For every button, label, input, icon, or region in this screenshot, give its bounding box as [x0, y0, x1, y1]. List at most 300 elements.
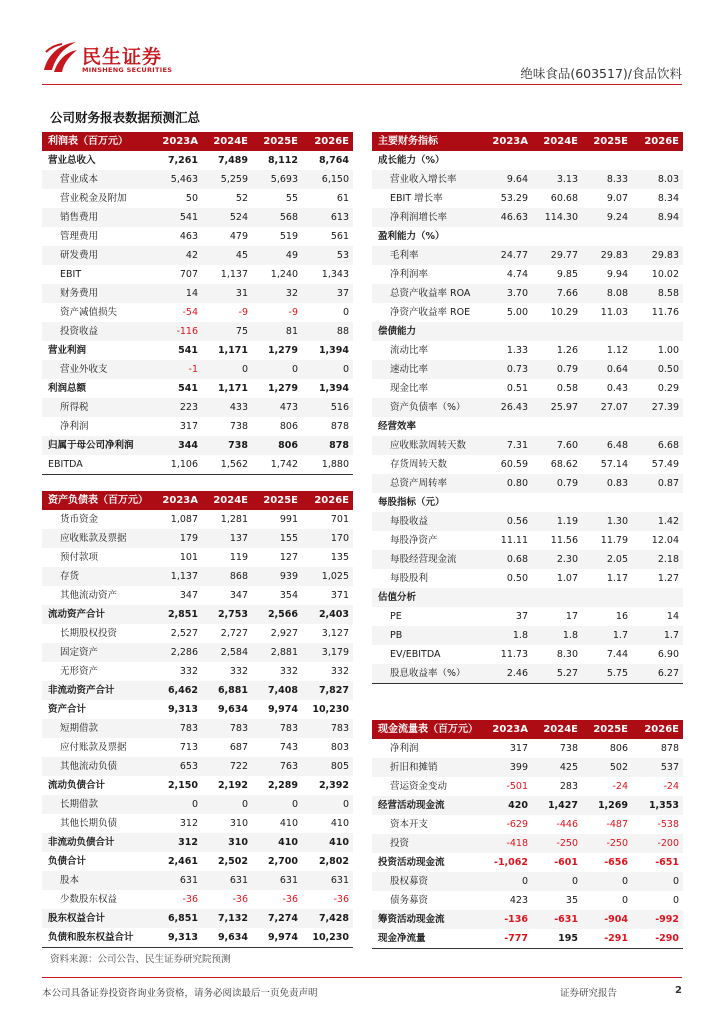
value-cell: 0.58 [556, 383, 578, 394]
value-cell: 0 [582, 872, 632, 891]
value-cell: 170 [302, 529, 353, 548]
row-label: 总资产收益率 ROA [372, 284, 482, 303]
value-cell: 6,881 [202, 681, 252, 700]
value-cell: -291 [582, 929, 632, 949]
row-label: 资产负债率（%） [372, 398, 482, 417]
value-cell: 806 [609, 743, 628, 754]
year-header-cell: 2023A [152, 491, 202, 510]
value-cell [482, 588, 532, 607]
table-row [372, 303, 683, 322]
row-label: 归属于母公司净利润 [42, 436, 152, 455]
table-row [42, 586, 353, 605]
value-cell: 49 [252, 246, 302, 265]
value-cell: -36 [232, 894, 248, 905]
value-cell: 127 [279, 552, 298, 563]
value-cell: 8,112 [267, 155, 298, 166]
value-cell: 0.83 [582, 474, 632, 493]
table-row [372, 739, 683, 758]
value-cell: 55 [285, 193, 298, 204]
value-cell [582, 322, 632, 341]
row-label: 所得税 [42, 398, 152, 417]
value-cell: 52 [235, 193, 248, 204]
table-row [372, 417, 683, 436]
table-row [42, 379, 353, 398]
row-label: 毛利率 [372, 246, 482, 265]
value-cell: -1,062 [494, 857, 528, 868]
value-cell: 0 [202, 795, 252, 814]
value-cell: 75 [202, 322, 252, 341]
value-cell: -36 [282, 894, 298, 905]
value-cell: 687 [229, 742, 248, 753]
value-cell: 0 [342, 307, 349, 318]
value-cell: 2,851 [152, 605, 202, 624]
table-row [42, 170, 353, 189]
value-cell: 35 [565, 895, 578, 906]
value-cell: 561 [330, 231, 349, 242]
balance-sheet-table [42, 491, 353, 948]
row-label: 研发费用 [42, 246, 152, 265]
row-label: 投资活动现金流 [378, 857, 445, 868]
table-row [42, 151, 353, 170]
table-row [372, 569, 683, 588]
value-cell: 0 [672, 895, 679, 906]
value-cell: 803 [330, 742, 349, 753]
value-cell: 537 [632, 758, 683, 777]
row-label: 固定资产 [42, 643, 152, 662]
value-cell: 57.49 [651, 459, 679, 470]
footer-divider [42, 977, 682, 978]
year-header-cell: 2023A [482, 132, 532, 151]
table-row [372, 341, 683, 360]
value-cell: 2,802 [318, 856, 349, 867]
value-cell: 0.68 [482, 550, 532, 569]
value-cell: 1,427 [532, 796, 582, 815]
value-cell: 3,179 [302, 643, 353, 662]
table-row [372, 929, 683, 949]
row-label: 存货周转天数 [390, 459, 448, 470]
value-cell: 5.75 [582, 664, 632, 684]
value-cell: 0.64 [582, 360, 632, 379]
value-cell: 29.77 [532, 246, 582, 265]
value-cell: 10.29 [550, 307, 578, 318]
table-title-cell: 利润表（百万元） [42, 132, 152, 151]
value-cell: 1,137 [152, 567, 202, 586]
table-row [372, 626, 683, 645]
value-cell: 631 [252, 871, 302, 890]
row-label: 非流动资产合计 [42, 681, 152, 700]
income-statement-table [42, 132, 353, 475]
value-cell: 2.18 [632, 550, 683, 569]
value-cell: -992 [632, 910, 683, 929]
table-row [372, 208, 683, 227]
table-row [42, 455, 353, 475]
value-cell: 5,259 [202, 170, 252, 189]
value-cell: 7,489 [217, 155, 248, 166]
table-row [372, 872, 683, 891]
value-cell: 878 [330, 421, 349, 432]
table-row [372, 777, 683, 796]
value-cell: 2,566 [252, 605, 302, 624]
value-cell: -629 [506, 819, 528, 830]
row-label: 营业总收入 [48, 155, 96, 166]
value-cell: 57.14 [600, 459, 628, 470]
value-cell: -36 [182, 894, 198, 905]
value-cell: 317 [179, 421, 198, 432]
table-row [372, 170, 683, 189]
value-cell: 101 [179, 552, 198, 563]
table-row [372, 910, 683, 929]
value-cell: -656 [604, 857, 628, 868]
table-row [372, 531, 683, 550]
value-cell: 1.7 [632, 626, 683, 645]
table-row [42, 605, 353, 624]
value-cell: 332 [330, 666, 349, 677]
value-cell: -631 [532, 910, 582, 929]
table-row [42, 548, 353, 567]
value-cell: 1.8 [482, 626, 532, 645]
value-cell: 26.43 [482, 398, 532, 417]
value-cell [532, 493, 582, 512]
value-cell: 722 [202, 757, 252, 776]
value-cell: 6,851 [152, 909, 202, 928]
value-cell: 27.39 [632, 398, 683, 417]
value-cell: 24.77 [482, 246, 532, 265]
row-label: 少数股东权益 [60, 894, 118, 905]
table-row [372, 360, 683, 379]
row-label: 存货 [42, 567, 152, 586]
value-cell: 8.34 [657, 193, 679, 204]
value-cell: 0.50 [632, 360, 683, 379]
value-cell: 2,502 [217, 856, 248, 867]
value-cell: 1.27 [657, 573, 679, 584]
value-cell: 8.33 [582, 170, 632, 189]
table-row [42, 265, 353, 284]
year-header-cell: 2026E [302, 491, 353, 510]
row-label: 管理费用 [60, 231, 99, 242]
table-row [372, 436, 683, 455]
value-cell: 541 [178, 383, 198, 394]
table-row [42, 871, 353, 890]
row-label: 速动比率 [372, 360, 482, 379]
table-header-row [372, 132, 683, 151]
row-label: 短期借款 [42, 719, 152, 738]
value-cell: 9.64 [482, 170, 532, 189]
value-cell: 9,313 [167, 704, 198, 715]
value-cell: 1,394 [318, 383, 349, 394]
row-label: PB [372, 626, 482, 645]
row-label: 成长能力（%） [378, 155, 445, 166]
value-cell: 516 [302, 398, 353, 417]
row-label: 营业收入增长率 [372, 170, 482, 189]
value-cell: 0 [152, 795, 202, 814]
value-cell: 50 [185, 193, 198, 204]
row-label: 资产合计 [48, 704, 87, 715]
table-row [372, 227, 683, 246]
value-cell: 568 [252, 208, 302, 227]
row-label: 其他长期负债 [60, 818, 118, 829]
row-label: 净利润增长率 [372, 208, 482, 227]
value-cell: 2,289 [267, 780, 298, 791]
row-label: 现金净流量 [372, 929, 482, 949]
value-cell: 502 [582, 758, 632, 777]
value-cell: 7,428 [302, 909, 353, 928]
table-title-cell: 主要财务指标 [372, 132, 482, 151]
value-cell: 312 [179, 818, 198, 829]
row-label: 债务募资 [390, 895, 429, 906]
value-cell: -9 [288, 307, 298, 318]
table-row [42, 890, 353, 909]
value-cell: 6.48 [582, 436, 632, 455]
value-cell: 0.87 [632, 474, 683, 493]
value-cell: 114.30 [532, 208, 582, 227]
value-cell: 9,974 [252, 928, 302, 948]
value-cell [632, 227, 683, 246]
value-cell: 631 [202, 871, 252, 890]
value-cell: 541 [178, 345, 198, 356]
value-cell: 11.79 [600, 535, 628, 546]
row-label: 每股股利 [390, 573, 429, 584]
value-cell: -501 [506, 781, 528, 792]
value-cell: 805 [302, 757, 353, 776]
value-cell: -290 [632, 929, 683, 949]
value-cell: 81 [252, 322, 302, 341]
value-cell: 3.13 [532, 170, 582, 189]
table-row [372, 853, 683, 872]
table-row [42, 360, 353, 379]
value-cell: 1.00 [657, 345, 679, 356]
value-cell: 1,880 [302, 455, 353, 475]
value-cell: 37 [302, 284, 353, 303]
table-row [42, 662, 353, 681]
value-cell [482, 493, 532, 512]
year-header-cell: 2024E [202, 132, 252, 151]
row-label: 总资产周转率 [372, 474, 482, 493]
value-cell: 29.83 [632, 246, 683, 265]
value-cell: 137 [202, 529, 252, 548]
value-cell: 332 [179, 666, 198, 677]
value-cell: 88 [302, 322, 353, 341]
row-label: 筹资活动现金流 [372, 910, 482, 929]
table-row [42, 303, 353, 322]
value-cell: 1.8 [532, 626, 582, 645]
row-label: 长期股权投资 [60, 628, 118, 639]
table-row [372, 815, 683, 834]
value-cell: 17 [565, 611, 578, 622]
value-cell: 354 [279, 590, 298, 601]
value-cell: 1,353 [632, 796, 683, 815]
value-cell: 653 [152, 757, 202, 776]
value-cell: 32 [252, 284, 302, 303]
value-cell: 1,240 [270, 269, 298, 280]
value-cell: 9.94 [606, 269, 628, 280]
value-cell: 0.79 [532, 360, 582, 379]
table-row [372, 284, 683, 303]
value-cell: 0 [632, 872, 683, 891]
value-cell: 3.70 [482, 284, 532, 303]
value-cell: 713 [179, 742, 198, 753]
value-cell: 0.29 [657, 383, 679, 394]
value-cell: 3,127 [321, 628, 349, 639]
value-cell: 8.58 [632, 284, 683, 303]
value-cell: 5,693 [252, 170, 302, 189]
row-label: 流动负债合计 [48, 780, 106, 791]
data-source-note: 资料来源：公司公告、民生证券研究院预测 [50, 954, 231, 965]
value-cell: 1,171 [217, 383, 248, 394]
value-cell: 2,753 [202, 605, 252, 624]
value-cell: 0 [202, 360, 252, 379]
value-cell: 5.27 [532, 664, 582, 684]
value-cell: 9,634 [202, 928, 252, 948]
table-row [372, 834, 683, 853]
year-header-cell: 2025E [252, 132, 302, 151]
value-cell: 6.68 [632, 436, 683, 455]
value-cell: 0 [252, 795, 302, 814]
table-row [372, 379, 683, 398]
logo-emblem-icon [42, 40, 78, 74]
row-label: 应收账款周转天数 [372, 436, 482, 455]
value-cell: -601 [554, 857, 578, 868]
value-cell: 2,286 [152, 643, 202, 662]
company-logo [42, 40, 182, 80]
cash-flow-table [372, 720, 683, 949]
value-cell: -418 [482, 834, 532, 853]
value-cell: 310 [229, 818, 248, 829]
row-label: 利润总额 [48, 383, 87, 394]
value-cell [582, 151, 632, 170]
value-cell: -200 [632, 834, 683, 853]
row-label: 偿债能力 [372, 322, 482, 341]
value-cell: 2,192 [217, 780, 248, 791]
value-cell: 7,827 [302, 681, 353, 700]
row-label: 财务费用 [42, 284, 152, 303]
value-cell: 1.07 [556, 573, 578, 584]
value-cell: 11.56 [550, 535, 578, 546]
table-row [42, 833, 353, 852]
table-row [372, 891, 683, 910]
row-label: 长期借款 [42, 795, 152, 814]
value-cell: 9.07 [606, 193, 628, 204]
value-cell: 1,171 [217, 345, 248, 356]
value-cell: 479 [229, 231, 248, 242]
value-cell: -446 [556, 819, 578, 830]
value-cell: 37 [515, 611, 528, 622]
disclaimer-text: 本公司具备证券投资咨询业务资格，请务必阅读最后一页免责声明 [42, 988, 318, 999]
table-row [372, 493, 683, 512]
value-cell: 0 [302, 360, 353, 379]
value-cell [582, 493, 632, 512]
value-cell: 2.05 [582, 550, 632, 569]
value-cell: 347 [229, 590, 248, 601]
year-header-cell: 2023A [482, 720, 532, 739]
value-cell: 25.97 [532, 398, 582, 417]
value-cell: 5,463 [152, 170, 202, 189]
value-cell: 2,727 [220, 628, 248, 639]
value-cell: 1,137 [220, 269, 248, 280]
table-row [372, 550, 683, 569]
value-cell: 613 [302, 208, 353, 227]
year-header-cell: 2026E [302, 132, 353, 151]
value-cell: 738 [229, 421, 248, 432]
value-cell: -250 [582, 834, 632, 853]
row-label: 营业利润 [48, 345, 87, 356]
table-row [42, 757, 353, 776]
value-cell: 4.74 [506, 269, 528, 280]
value-cell: 68.62 [550, 459, 578, 470]
row-label: PE [390, 611, 402, 622]
value-cell: -24 [663, 781, 679, 792]
value-cell: 11.11 [500, 535, 528, 546]
value-cell: 2,700 [267, 856, 298, 867]
row-label: 营业税金及附加 [60, 193, 127, 204]
value-cell: 7.44 [606, 649, 628, 660]
value-cell: 6.90 [657, 649, 679, 660]
value-cell: 7,261 [167, 155, 198, 166]
value-cell: 332 [229, 666, 248, 677]
row-label: 净资产收益率 ROE [390, 307, 471, 318]
value-cell: 8.03 [632, 170, 683, 189]
logo-en-text: MINSHENG SECURITIES [82, 66, 173, 74]
value-cell: 10,230 [302, 928, 353, 948]
header-divider [42, 84, 682, 85]
table-row [372, 322, 683, 341]
value-cell: -651 [655, 857, 679, 868]
value-cell: -904 [582, 910, 632, 929]
value-cell [532, 151, 582, 170]
row-label: 货币资金 [60, 514, 99, 525]
table-row [42, 510, 353, 529]
value-cell: 701 [330, 514, 349, 525]
value-cell: -1 [152, 360, 202, 379]
value-cell: 1,281 [220, 514, 248, 525]
value-cell: 0.56 [482, 512, 532, 531]
value-cell: 135 [330, 552, 349, 563]
value-cell [632, 417, 683, 436]
value-cell: 743 [279, 742, 298, 753]
row-label: EBITDA [42, 455, 152, 475]
table-row [42, 246, 353, 265]
value-cell: 11.03 [600, 307, 628, 318]
value-cell: 371 [330, 590, 349, 601]
report-subject: 绝味食品(603517)/食品饮料 [520, 66, 682, 81]
value-cell: -136 [482, 910, 532, 929]
value-cell: 0 [302, 795, 353, 814]
value-cell [482, 322, 532, 341]
value-cell: 7.60 [532, 436, 582, 455]
value-cell [532, 588, 582, 607]
value-cell: 2,927 [270, 628, 298, 639]
table-row [42, 643, 353, 662]
value-cell [482, 151, 532, 170]
value-cell: 878 [660, 743, 679, 754]
row-label: 每股经营现金流 [372, 550, 482, 569]
table-row [372, 588, 683, 607]
value-cell: 312 [152, 833, 202, 852]
value-cell: 2.30 [532, 550, 582, 569]
row-label: 每股收益 [372, 512, 482, 531]
value-cell [632, 588, 683, 607]
value-cell: 14 [152, 284, 202, 303]
value-cell: 9.24 [582, 208, 632, 227]
value-cell: 939 [252, 567, 302, 586]
value-cell: 9,313 [152, 928, 202, 948]
value-cell: 60.59 [500, 459, 528, 470]
table-title-cell: 现金流量表（百万元） [372, 720, 482, 739]
table-row [42, 567, 353, 586]
row-label: 负债和股东权益合计 [42, 928, 152, 948]
value-cell: 7,274 [252, 909, 302, 928]
value-cell: 8,764 [318, 155, 349, 166]
value-cell: 1,742 [252, 455, 302, 475]
